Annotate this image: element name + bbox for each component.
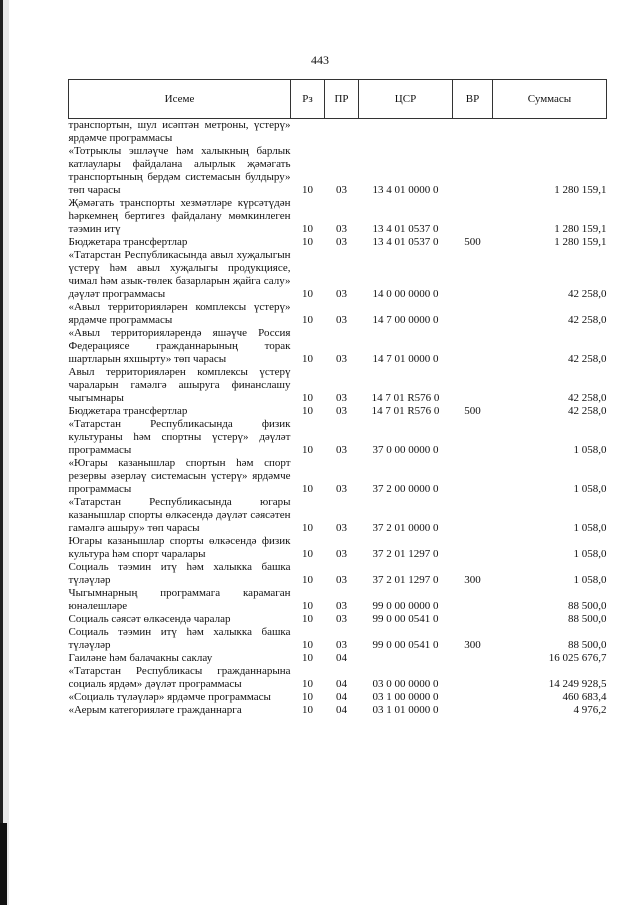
row-sum-cell: 16 025 676,7 <box>548 652 607 664</box>
table-row <box>69 561 607 587</box>
header-name: Исеме <box>69 80 291 119</box>
row-pr-cell: 03 <box>336 574 347 586</box>
row-sum-cell: 88 500,0 <box>568 613 607 625</box>
header-csr: ЦСР <box>359 80 453 119</box>
row-vr-cell <box>453 704 493 717</box>
row-sum-cell: 1 280 159,1 <box>554 223 607 235</box>
row-pr-cell: 03 <box>336 288 347 300</box>
row-pr-cell <box>325 119 359 146</box>
row-sum-cell: 42 258,0 <box>568 405 607 417</box>
row-pr-cell: 03 <box>336 522 347 534</box>
table-row <box>69 535 607 561</box>
row-vr-cell <box>453 327 493 366</box>
row-sum-cell: 88 500,0 <box>568 639 607 651</box>
row-rz-cell: 10 <box>302 353 313 365</box>
row-vr-cell <box>453 119 493 146</box>
row-csr-cell: 99 0 00 0541 0 <box>372 613 439 625</box>
row-csr-cell <box>359 652 453 665</box>
row-pr-cell: 03 <box>336 184 347 196</box>
row-vr-cell <box>453 197 493 236</box>
row-name-cell: Социаль тәэмин итү һәм халыкка башка түләүләр <box>68 561 291 586</box>
row-sum-cell: 1 058,0 <box>573 444 607 456</box>
row-name-cell: «Татарстан Республикасында физик культураны һәм спортны үстерү» дәүләт программасы <box>68 418 291 456</box>
row-vr-cell <box>453 691 493 704</box>
row-csr-cell: 37 2 01 1297 0 <box>372 574 439 586</box>
row-sum-cell: 1 058,0 <box>573 548 607 560</box>
row-sum-cell: 14 249 928,5 <box>548 678 607 690</box>
row-sum-cell: 1 058,0 <box>573 522 607 534</box>
row-csr-cell: 13 4 01 0537 0 <box>372 236 439 248</box>
row-sum-cell: 1 058,0 <box>573 574 607 586</box>
row-rz-cell: 10 <box>302 444 313 456</box>
row-rz-cell: 10 <box>302 678 313 690</box>
row-name-cell: «Авыл территорияләрендә яшәүче Россия Федерациясе гражданнарының торак шартларын яхшырту» төп чарасы <box>68 327 291 365</box>
row-vr-cell <box>453 366 493 405</box>
row-pr-cell: 03 <box>336 353 347 365</box>
row-rz-cell: 10 <box>302 288 313 300</box>
table-row <box>69 691 607 704</box>
row-name-cell: Социаль тәэмин итү һәм халыкка башка түләүләр <box>68 626 291 651</box>
table-row <box>69 405 607 418</box>
row-pr-cell: 03 <box>336 613 347 625</box>
row-rz-cell: 10 <box>302 223 313 235</box>
row-rz-cell: 10 <box>302 184 313 196</box>
table-row <box>69 301 607 327</box>
table-row <box>69 496 607 535</box>
row-csr-cell <box>359 119 453 146</box>
scan-edge-line <box>0 0 3 905</box>
row-csr-cell: 14 7 01 0000 0 <box>372 353 439 365</box>
table-row <box>69 652 607 665</box>
row-vr-cell <box>453 613 493 626</box>
table-row <box>69 327 607 366</box>
row-name-cell: Гаиләне һәм балачакны саклау <box>68 652 213 664</box>
row-csr-cell: 03 1 01 0000 0 <box>372 704 439 716</box>
row-rz-cell: 10 <box>302 704 313 716</box>
row-name-cell: «Тотрыклы эшләүче һәм халыкның барлык катлаулары файдалана алырлык җәмәгать транспортының бердәм системасын булдыру» төп чарасы <box>68 145 291 196</box>
row-name-cell: «Аерым категорияләге гражданнарга <box>68 704 242 716</box>
row-rz-cell: 10 <box>302 548 313 560</box>
page-number: 443 <box>311 53 329 67</box>
row-name-cell: «Татарстан Республикасы гражданнарына социаль ярдәм» дәүләт программасы <box>68 665 291 690</box>
row-rz-cell: 10 <box>302 652 313 664</box>
table-row <box>69 665 607 691</box>
row-vr-cell <box>453 418 493 457</box>
row-pr-cell: 04 <box>336 678 347 690</box>
row-name-cell: Чыгымнарның программага карамаган юнәлешләре <box>68 587 291 612</box>
row-vr-cell: 300 <box>464 574 481 586</box>
row-pr-cell: 03 <box>336 600 347 612</box>
row-csr-cell: 14 7 00 0000 0 <box>372 314 439 326</box>
table-header-row <box>69 80 607 119</box>
row-pr-cell: 04 <box>336 652 347 664</box>
row-rz-cell: 10 <box>302 691 313 703</box>
row-sum-cell: 42 258,0 <box>568 353 607 365</box>
row-rz-cell <box>291 119 325 146</box>
row-rz-cell: 10 <box>302 522 313 534</box>
row-rz-cell: 10 <box>302 405 313 417</box>
row-pr-cell: 03 <box>336 314 347 326</box>
row-sum-cell: 460 683,4 <box>562 691 607 703</box>
table-row <box>69 704 607 717</box>
row-pr-cell: 03 <box>336 444 347 456</box>
budget-table <box>68 79 607 717</box>
row-csr-cell: 14 7 01 R576 0 <box>371 405 440 417</box>
row-rz-cell: 10 <box>302 236 313 248</box>
row-sum-cell: 1 058,0 <box>573 483 607 495</box>
row-csr-cell: 37 2 01 1297 0 <box>372 548 439 560</box>
row-rz-cell: 10 <box>302 639 313 651</box>
row-name-cell: «Татарстан Республикасында авыл хуҗалыгын үстерү һәм авыл хуҗалыгы продукциясе, чимал һәм азык-төлек базарларын җайга салу» дәүләт программасы <box>68 249 291 300</box>
row-name-cell: «Югары казанышлар спортын һәм спорт резервы әзерләү системасын үстерү» ярдәмче программасы <box>68 457 291 495</box>
row-vr-cell <box>453 145 493 197</box>
row-sum-cell: 1 280 159,1 <box>554 236 607 248</box>
header-pr: ПР <box>325 80 359 119</box>
row-sum-cell <box>493 119 607 146</box>
row-pr-cell: 03 <box>336 639 347 651</box>
header-rz: Рз <box>291 80 325 119</box>
row-csr-cell: 99 0 00 0000 0 <box>372 600 439 612</box>
row-vr-cell: 500 <box>464 236 481 248</box>
row-pr-cell: 03 <box>336 236 347 248</box>
row-csr-cell: 03 1 00 0000 0 <box>372 691 439 703</box>
row-sum-cell: 4 976,2 <box>573 704 607 716</box>
row-vr-cell <box>453 249 493 301</box>
row-vr-cell <box>453 665 493 691</box>
table-row <box>69 418 607 457</box>
row-vr-cell <box>453 652 493 665</box>
table-row <box>69 145 607 197</box>
row-rz-cell: 10 <box>302 392 313 404</box>
header-vr: ВР <box>453 80 493 119</box>
row-pr-cell: 03 <box>336 392 347 404</box>
row-csr-cell: 13 4 01 0000 0 <box>372 184 439 196</box>
row-sum-cell: 42 258,0 <box>568 314 607 326</box>
row-name-cell: Югары казанышлар спорты өлкәсендә физик культура һәм спорт чаралары <box>68 535 291 560</box>
row-name-cell: «Авыл территорияләрен комплексы үстерү» ярдәмче программасы <box>68 301 291 326</box>
row-vr-cell <box>453 535 493 561</box>
row-name-cell: транспортын, шул исәптән метроны, үстерү» ярдәмче программасы <box>68 119 291 144</box>
row-name-cell: Бюджетара трансфертлар <box>68 405 188 417</box>
row-name-cell: Социаль сәясәт өлкәсендә чаралар <box>68 613 231 625</box>
row-vr-cell: 500 <box>464 405 481 417</box>
row-vr-cell <box>453 587 493 613</box>
row-name-cell: Җәмәгать транспорты хезмәтләре күрсәтүдән һәркемнең бертигез файдалану мөмкинлеген тәэмин итү <box>68 197 291 235</box>
row-vr-cell <box>453 457 493 496</box>
table-row <box>69 366 607 405</box>
table-row <box>69 119 607 146</box>
row-name-cell: Авыл территорияләрен комплексы үстерү чараларын гамәлгә ашыруга финанслашу чыгымнары <box>68 366 291 404</box>
row-csr-cell: 37 2 01 0000 0 <box>372 522 439 534</box>
table-row <box>69 587 607 613</box>
table-row <box>69 626 607 652</box>
row-sum-cell: 42 258,0 <box>568 392 607 404</box>
row-sum-cell: 88 500,0 <box>568 600 607 612</box>
table-row <box>69 197 607 236</box>
scan-edge-mark <box>0 823 7 905</box>
table-body <box>69 119 607 718</box>
row-pr-cell: 03 <box>336 405 347 417</box>
row-csr-cell: 37 0 00 0000 0 <box>372 444 439 456</box>
row-rz-cell: 10 <box>302 483 313 495</box>
row-name-cell: «Татарстан Республикасында югары казанышлар спорты өлкәсендә дәүләт сәясәтен гамәлгә ашыру» төп чарасы <box>68 496 291 534</box>
row-csr-cell: 99 0 00 0541 0 <box>372 639 439 651</box>
row-pr-cell: 03 <box>336 223 347 235</box>
row-vr-cell: 300 <box>464 639 481 651</box>
row-vr-cell <box>453 301 493 327</box>
row-vr-cell <box>453 496 493 535</box>
row-csr-cell: 13 4 01 0537 0 <box>372 223 439 235</box>
table-row <box>69 236 607 249</box>
row-rz-cell: 10 <box>302 613 313 625</box>
row-sum-cell: 42 258,0 <box>568 288 607 300</box>
row-sum-cell: 1 280 159,1 <box>554 184 607 196</box>
row-rz-cell: 10 <box>302 574 313 586</box>
header-sum: Суммасы <box>493 80 607 119</box>
row-rz-cell: 10 <box>302 600 313 612</box>
row-csr-cell: 14 7 01 R576 0 <box>371 392 440 404</box>
row-pr-cell: 04 <box>336 704 347 716</box>
table-row <box>69 613 607 626</box>
row-name-cell: «Социаль түләүләр» ярдәмче программасы <box>68 691 271 703</box>
row-csr-cell: 03 0 00 0000 0 <box>372 678 439 690</box>
row-pr-cell: 03 <box>336 548 347 560</box>
row-csr-cell: 37 2 00 0000 0 <box>372 483 439 495</box>
row-rz-cell: 10 <box>302 314 313 326</box>
row-csr-cell: 14 0 00 0000 0 <box>372 288 439 300</box>
row-name-cell: Бюджетара трансфертлар <box>68 236 188 248</box>
row-pr-cell: 03 <box>336 483 347 495</box>
row-pr-cell: 04 <box>336 691 347 703</box>
table-row <box>69 457 607 496</box>
table-row <box>69 249 607 301</box>
